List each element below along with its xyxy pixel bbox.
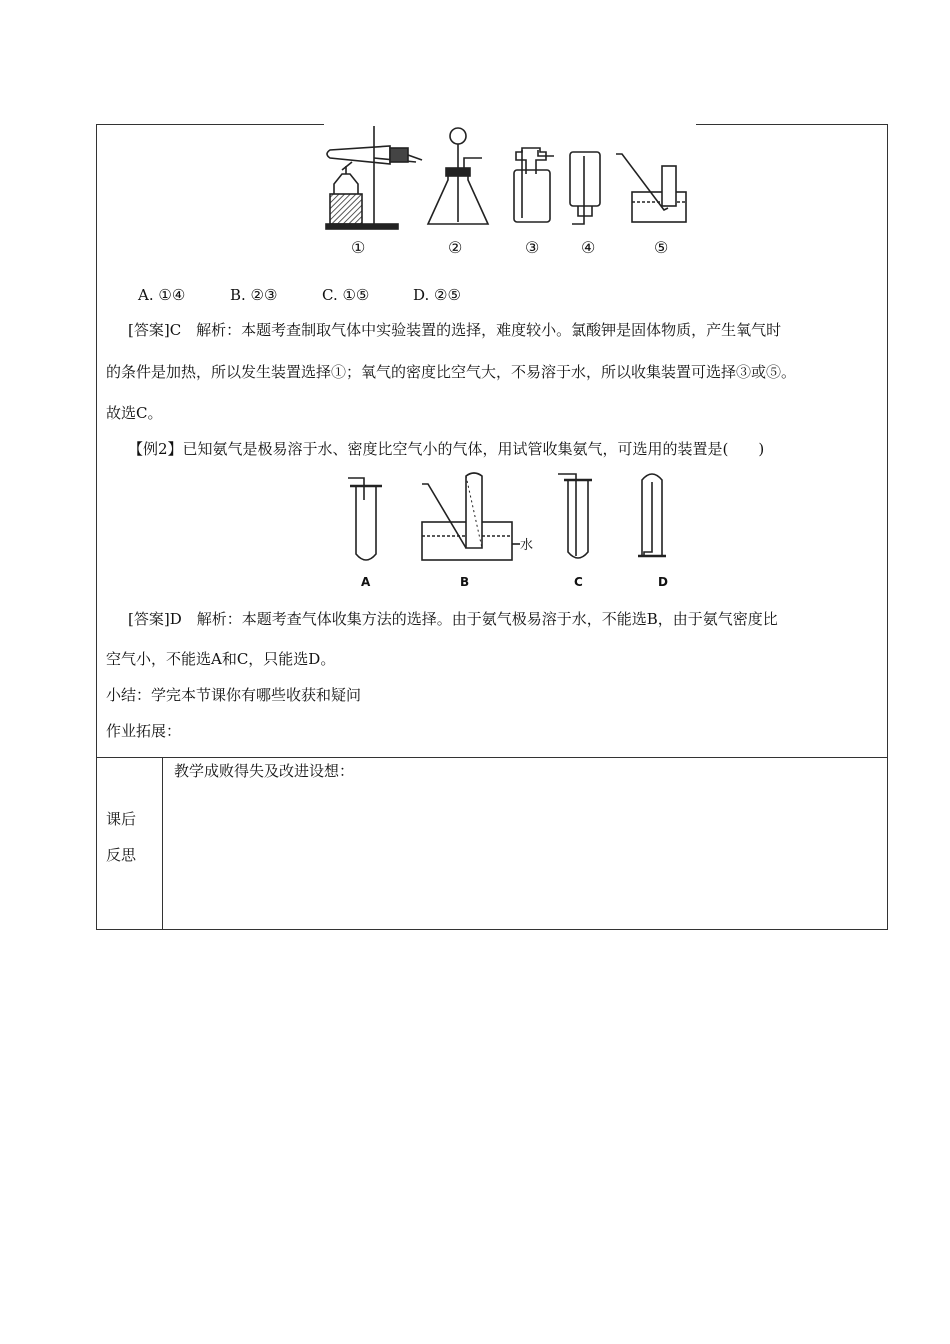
option-a: A. ①④ <box>138 286 186 304</box>
summary-text: 小结：学完本节课你有哪些收获和疑问 <box>106 686 362 704</box>
reflection-label-line-1: 课后 <box>106 810 137 828</box>
apparatus-2-flask <box>428 128 488 224</box>
table-column-divider <box>162 757 163 930</box>
setup-b-label: B <box>460 575 470 589</box>
q2-answer-line-2: 空气小，不能选A和C，只能选D。 <box>106 650 336 668</box>
apparatus-3-bottle <box>514 148 554 222</box>
q1-answer-line-2: 的条件是加热，所以发生装置选择①；氧气的密度比空气大，不易溶于水，所以收集装置可选择③或⑤。 <box>106 363 797 381</box>
apparatus-3-label: ③ <box>525 238 540 257</box>
setup-d <box>638 474 666 556</box>
setup-c-label: C <box>574 575 583 589</box>
apparatus-2-label: ② <box>448 238 463 257</box>
q1-answer-line-3: 故选C。 <box>106 404 163 422</box>
option-d: D. ②⑤ <box>413 286 461 304</box>
option-c: C. ①⑤ <box>322 286 370 304</box>
setup-d-label: D <box>658 575 668 589</box>
water-label: 水 <box>520 538 534 553</box>
q2-answer-line-1: [答案]D 解析：本题考查气体收集方法的选择。由于氨气极易溶于水，不能选B，由于氨气密度比 <box>128 610 778 628</box>
setup-a <box>348 478 382 560</box>
apparatus-5-trough <box>616 154 686 222</box>
apparatus-1-label: ① <box>351 238 366 257</box>
apparatus-figure-2 <box>340 470 680 570</box>
apparatus-1-heating <box>326 126 422 229</box>
setup-a-label: A <box>361 575 371 589</box>
apparatus-4-label: ④ <box>581 238 596 257</box>
apparatus-5-label: ⑤ <box>654 238 669 257</box>
table-row-divider <box>96 757 888 758</box>
setup-b <box>422 473 520 560</box>
option-b: B. ②③ <box>230 286 278 304</box>
q1-answer-line-1: [答案]C 解析：本题考查制取气体中实验装置的选择，难度较小。氯酸钾是固体物质，产生氧气时 <box>128 321 782 339</box>
reflection-label-line-2: 反思 <box>106 846 137 864</box>
apparatus-figure-1 <box>318 124 698 264</box>
homework-heading: 作业拓展： <box>106 722 182 740</box>
apparatus-4-inverted-bottle <box>570 152 600 224</box>
setup-c <box>558 474 592 558</box>
reflection-content: 教学成败得失及改进设想： <box>174 762 355 780</box>
q2-question: 【例2】已知氨气是极易溶于水、密度比空气小的气体，用试管收集氨气，可选用的装置是( ) <box>128 440 765 458</box>
